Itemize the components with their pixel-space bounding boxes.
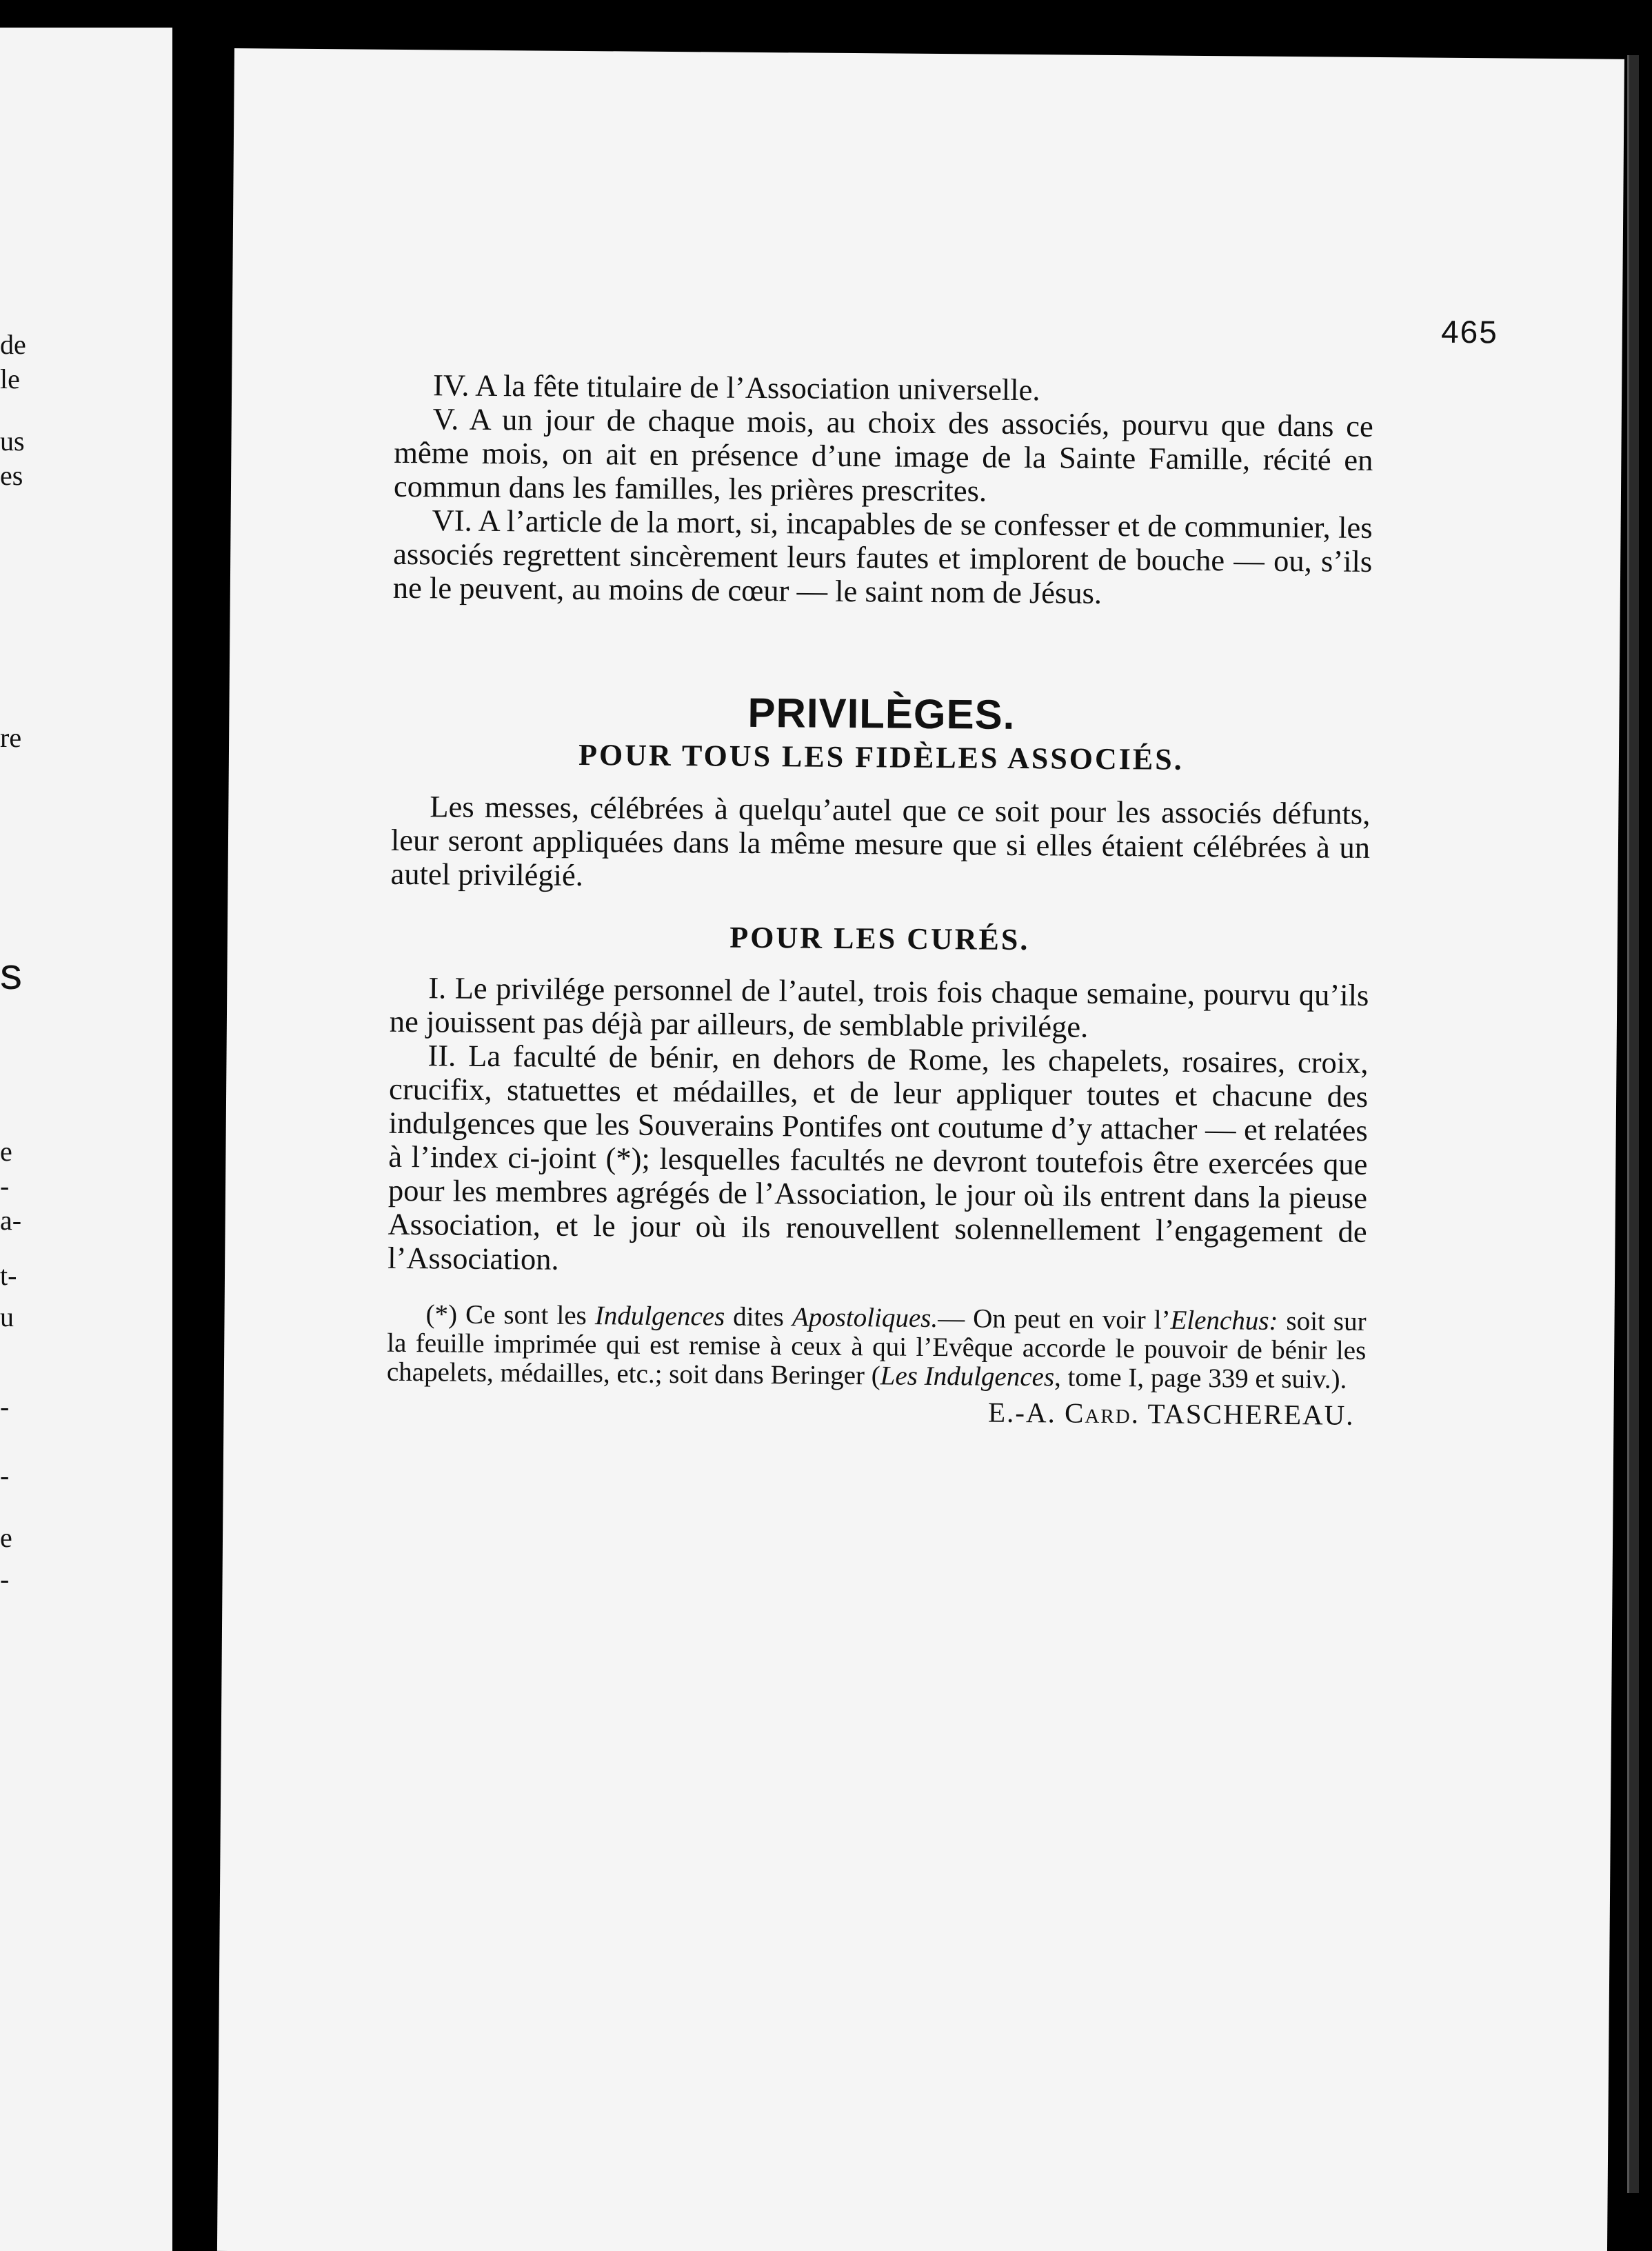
footnote-text: dites (725, 1301, 793, 1332)
left-fragment: - (0, 1391, 10, 1422)
paragraph-iv: IV. A la fête titulaire de l’Association universelle. (432, 368, 1040, 408)
heading-privileges: PRIVILÈGES. (747, 689, 1016, 738)
left-fragment: u (0, 1301, 14, 1332)
footnote-italic: Les Indulgences (880, 1361, 1055, 1392)
left-fragment: - (0, 1563, 10, 1594)
paragraph-vi: VI. A l’article de la mort, si, incapables de se confesser et de communier, les associés regrettent sincèrement leurs fautes et implorent de bouche — ou, s’ils ne le peuvent, au moins de cœur — le saint nom de Jésus. (392, 503, 1373, 610)
left-fragment: a- (0, 1205, 22, 1236)
signature-title: Card. (1064, 1397, 1140, 1430)
left-fragment: re (0, 722, 22, 753)
left-fragment: es (0, 460, 23, 491)
footnote-text: , tome I, page 339 et suiv.). (1054, 1362, 1347, 1394)
paragraph-cures-ii: II. La faculté de bénir, en dehors de Rome, les chapelets, rosaires, croix, crucifix, statuettes et médailles, et de leur appliquer toutes et chacune des indulgences que les Souverains Pontifes ont coutume d’y attacher — et relatées à l’index ci-joint (*); lesquelles facultés ne devront toutefois être exercées que pour les membres agrégés de l’Association, le jour où ils entrent dans la pieuse Association, et le jour où ils renouvellent solennellement l’engagement de l’Association. (387, 1038, 1369, 1277)
footnote (387, 1300, 1367, 1394)
footnote-text: — On peut en voir l’ (938, 1303, 1171, 1335)
footnote-italic: Apostoliques. (792, 1302, 938, 1334)
signature-name: TASCHEREAU. (1139, 1397, 1355, 1431)
left-fragment: e (0, 1136, 12, 1167)
adjacent-page-sliver (0, 28, 172, 2251)
footnote-italic: Elenchus: (1170, 1305, 1278, 1336)
left-fragment: - (0, 1170, 10, 1201)
left-fragment: s (0, 949, 22, 999)
paragraph-v: V. A un jour de chaque mois, au choix des associés, pourvu que dans ce même mois, on ait en présence d’une image de la Sainte Famille, récité en commun dans les familles, les prières prescrites. (393, 401, 1373, 508)
page-content (386, 368, 1373, 1432)
signature-initials: E.-A. (987, 1396, 1065, 1429)
left-fragment: - (0, 1460, 10, 1491)
footnote-text: soit sur la feuille imprimée qui est remise à ceux à qui l’Evêque accorde le pouvoir de bénir les chapelets, médailles, etc.; soit dans Beringer ( (386, 1305, 1367, 1391)
heading-cures: POUR LES CURÉS. (729, 920, 1030, 957)
heading-all-members: POUR TOUS LES FIDÈLES ASSOCIÉS. (578, 737, 1184, 777)
page-edge (1627, 55, 1639, 2193)
paragraph-cures-i: I. Le privilége personnel de l’autel, trois fois chaque semaine, pourvu qu’ils ne jouissent pas déjà par ailleurs, de semblable privilége. (389, 970, 1369, 1044)
left-fragment: e (0, 1522, 12, 1553)
paragraph-all-members: Les messes, célébrées à quelqu’autel que ce soit pour les associés défunts, leur seront appliquées dans la même mesure que si elles étaient célébrées à un autel privilégié. (390, 789, 1371, 893)
footnote-italic: Indulgences (594, 1301, 725, 1332)
spacer (392, 605, 1372, 694)
page-number: 465 (1440, 313, 1499, 350)
left-fragment: le (0, 363, 20, 394)
footnote-text: (*) Ce sont les (425, 1299, 595, 1331)
left-fragment: t- (0, 1260, 17, 1291)
left-fragment: us (0, 426, 25, 457)
left-fragment: de (0, 329, 26, 360)
signature (386, 1391, 1365, 1432)
book-page (217, 48, 1624, 2251)
